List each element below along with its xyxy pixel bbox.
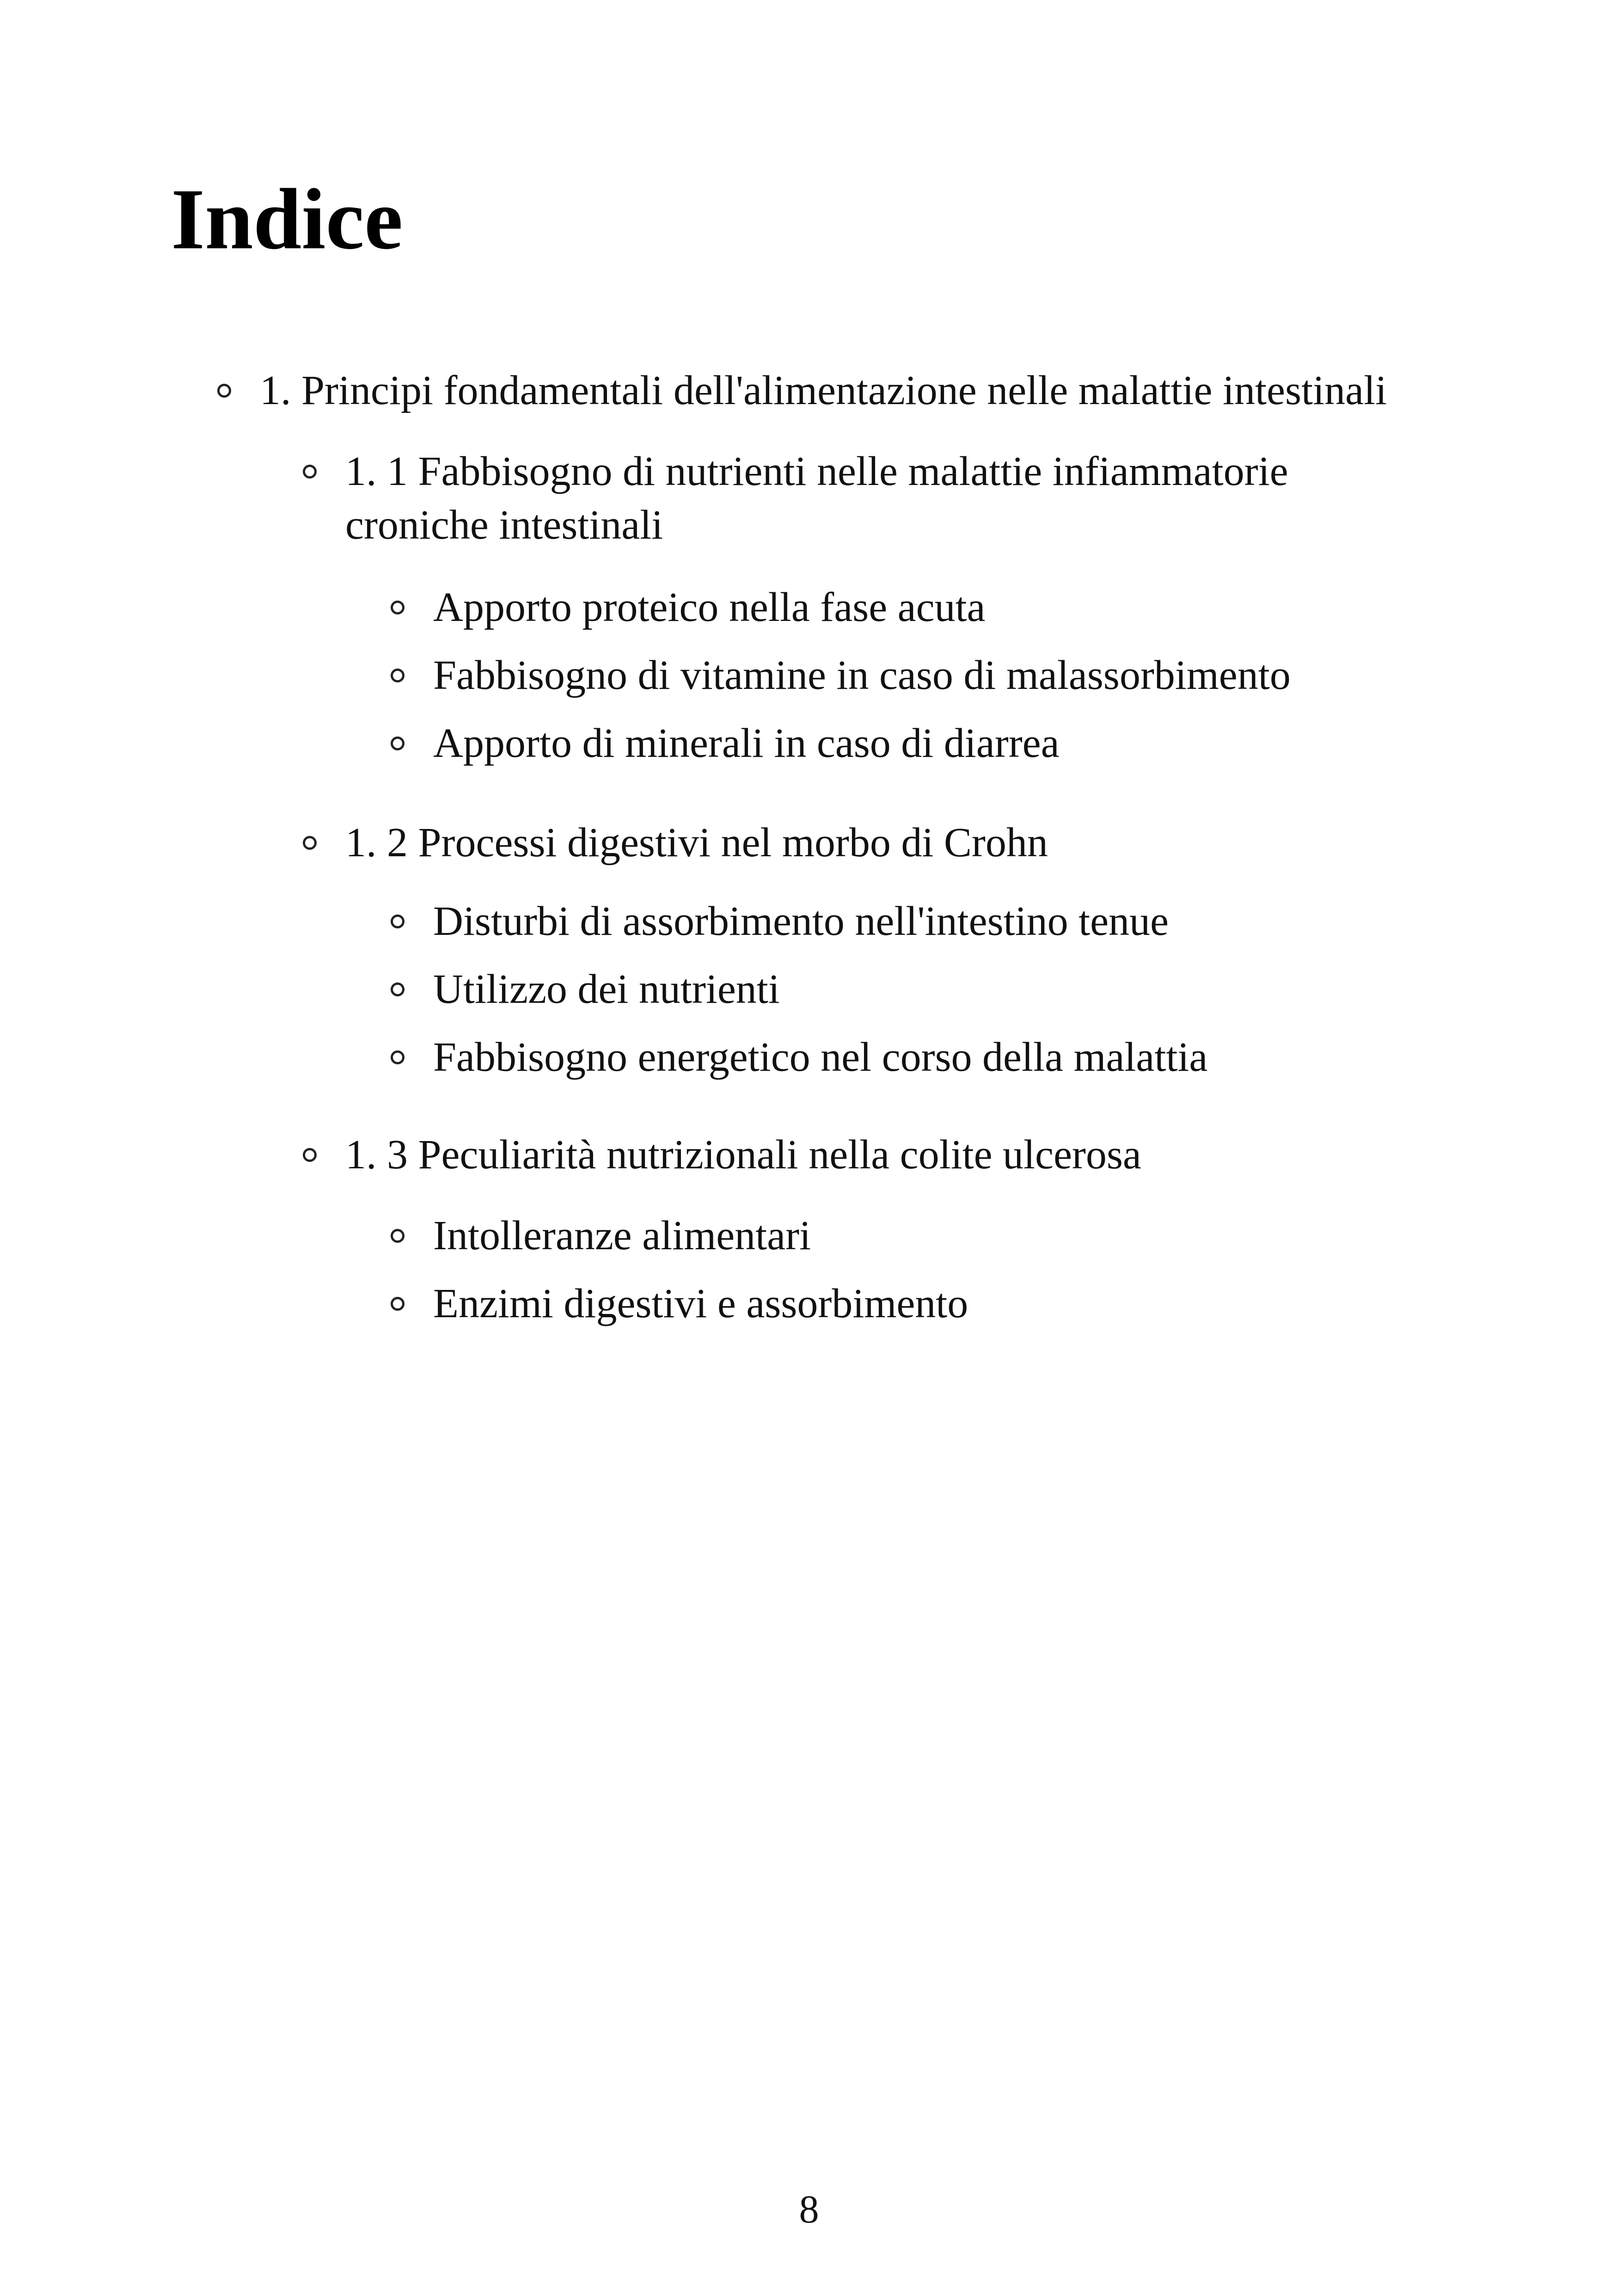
toc-item-label: Apporto proteico nella fase acuta — [433, 584, 986, 630]
hollow-circle-bullet-icon — [303, 836, 317, 850]
toc-item-label: Enzimi digestivi e assorbimento — [433, 1281, 968, 1326]
toc-section-1-3-label: 1. 3 Peculiarità nutrizionali nella colite ulcerosa — [345, 1132, 1141, 1178]
toc-section-1-3[interactable] — [303, 1128, 1141, 1182]
hollow-circle-bullet-icon — [391, 601, 404, 614]
page-number: 8 — [799, 2187, 819, 2231]
toc-item-label: Fabbisogno di vitamine in caso di malassorbimento — [433, 652, 1291, 698]
toc-section-1-2-label: 1. 2 Processi digestivi nel morbo di Crohn — [345, 820, 1048, 866]
hollow-circle-bullet-icon — [303, 465, 317, 479]
toc-item[interactable] — [391, 895, 1169, 948]
toc-item[interactable] — [391, 1209, 811, 1263]
toc-chapter-1-label: 1. Principi fondamentali dell'alimentazione nelle malattie intestinali — [260, 368, 1387, 413]
hollow-circle-bullet-icon — [391, 669, 404, 682]
toc-item[interactable] — [391, 963, 780, 1016]
toc-section-1-1-label: 1. 1 Fabbisogno di nutrienti nelle malattie infiammatorie croniche intestinali — [345, 448, 1288, 548]
hollow-circle-bullet-icon — [391, 1297, 404, 1311]
toc-item[interactable] — [391, 717, 1060, 770]
hollow-circle-bullet-icon — [391, 1229, 404, 1243]
hollow-circle-bullet-icon — [391, 982, 404, 996]
toc-section-1-2[interactable] — [303, 816, 1048, 870]
toc-item[interactable] — [391, 1277, 968, 1331]
toc-item[interactable] — [391, 1031, 1207, 1084]
toc-item-label: Utilizzo dei nutrienti — [433, 966, 780, 1012]
toc-item-label: Intolleranze alimentari — [433, 1213, 811, 1259]
hollow-circle-bullet-icon — [391, 737, 404, 750]
toc-section-1-1[interactable] — [303, 445, 1366, 552]
hollow-circle-bullet-icon — [217, 384, 231, 398]
toc-item[interactable] — [391, 581, 985, 634]
hollow-circle-bullet-icon — [303, 1148, 317, 1162]
hollow-circle-bullet-icon — [391, 915, 404, 928]
toc-item-label: Apporto di minerali in caso di diarrea — [433, 720, 1060, 766]
page-title: Indice — [171, 171, 403, 267]
toc-item[interactable] — [391, 649, 1291, 702]
hollow-circle-bullet-icon — [391, 1050, 404, 1064]
toc-item-label: Disturbi di assorbimento nell'intestino tenue — [433, 898, 1169, 944]
toc-item-label: Fabbisogno energetico nel corso della malattia — [433, 1034, 1208, 1080]
toc-chapter-1[interactable] — [217, 364, 1387, 417]
